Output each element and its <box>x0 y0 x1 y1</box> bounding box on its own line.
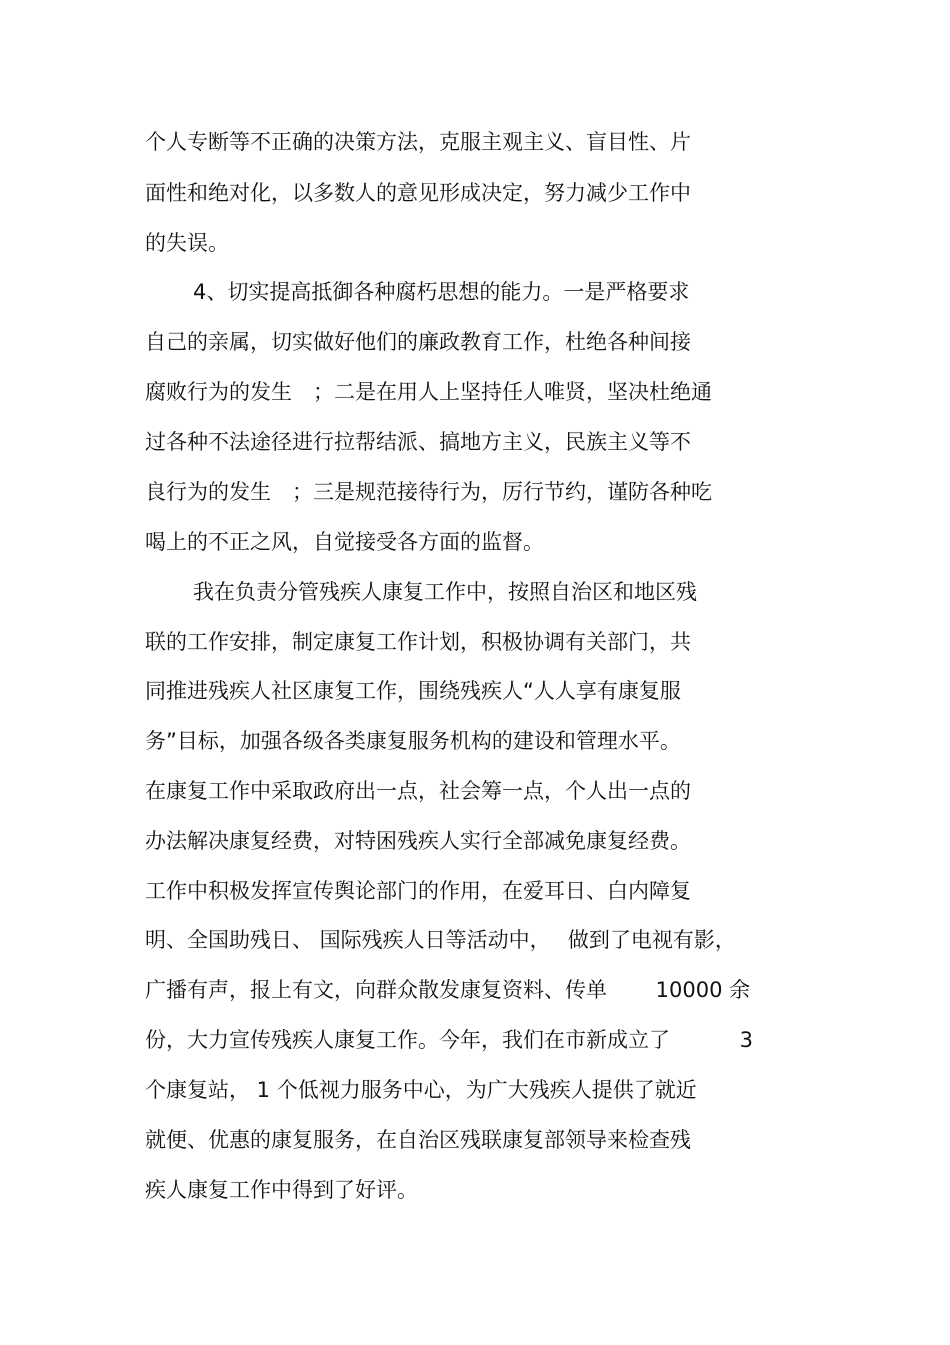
text-line-12: 同推进残疾人社区康复工作，围绕残疾人“人人享有康复服 <box>145 679 681 703</box>
text-line-18: 广播有声，报上有文，向群众散发康复资料、传单 10000 余 <box>145 978 751 1002</box>
text-line-15: 办法解决康复经费，对特困残疾人实行全部减免康复经费。 <box>145 829 691 853</box>
text-line-19: 份，大力宣传残疾人康复工作。今年，我们在市新成立了 3 <box>145 1028 754 1052</box>
text-line-1: 个人专断等不正确的决策方法，克服主观主义、盲目性、片 <box>145 130 691 154</box>
text-line-22: 疾人康复工作中得到了好评。 <box>145 1178 418 1202</box>
text-line-3: 的失误。 <box>145 231 229 255</box>
text-line-9: 喝上的不正之风，自觉接受各方面的监督。 <box>145 530 544 554</box>
text-line-16: 工作中积极发挥宣传舆论部门的作用，在爱耳日、白内障复 <box>145 879 691 903</box>
text-line-8: 良行为的发生 ；三是规范接待行为，厉行节约，谨防各种吃 <box>145 480 712 504</box>
text-line-6: 腐败行为的发生 ；二是在用人上坚持任人唯贤，坚决杜绝通 <box>145 380 712 404</box>
text-line-7: 过各种不法途径进行拉帮结派、搞地方主义，民族主义等不 <box>145 430 691 454</box>
text-line-11: 联的工作安排，制定康复工作计划，积极协调有关部门，共 <box>145 630 691 654</box>
text-line-2: 面性和绝对化，以多数人的意见形成决定，努力减少工作中 <box>145 181 691 205</box>
text-line-20: 个康复站， 1 个低视力服务中心，为广大残疾人提供了就近 <box>145 1078 697 1102</box>
text-line-13: 务”目标，加强各级各类康复服务机构的建设和管理水平。 <box>145 729 681 753</box>
text-line-21: 就便、优惠的康复服务，在自治区残联康复部领导来检查残 <box>145 1128 691 1152</box>
text-line-10: 我在负责分管残疾人康复工作中，按照自治区和地区残 <box>193 580 697 604</box>
text-line-17: 明、全国助残日、 国际残疾人日等活动中， 做到了电视有影， <box>145 928 736 952</box>
text-line-4: 4、切实提高抵御各种腐朽思想的能力。一是严格要求 <box>193 280 690 304</box>
text-line-14: 在康复工作中采取政府出一点，社会筹一点，个人出一点的 <box>145 779 691 803</box>
text-line-5: 自己的亲属，切实做好他们的廉政教育工作，杜绝各种间接 <box>145 330 691 354</box>
